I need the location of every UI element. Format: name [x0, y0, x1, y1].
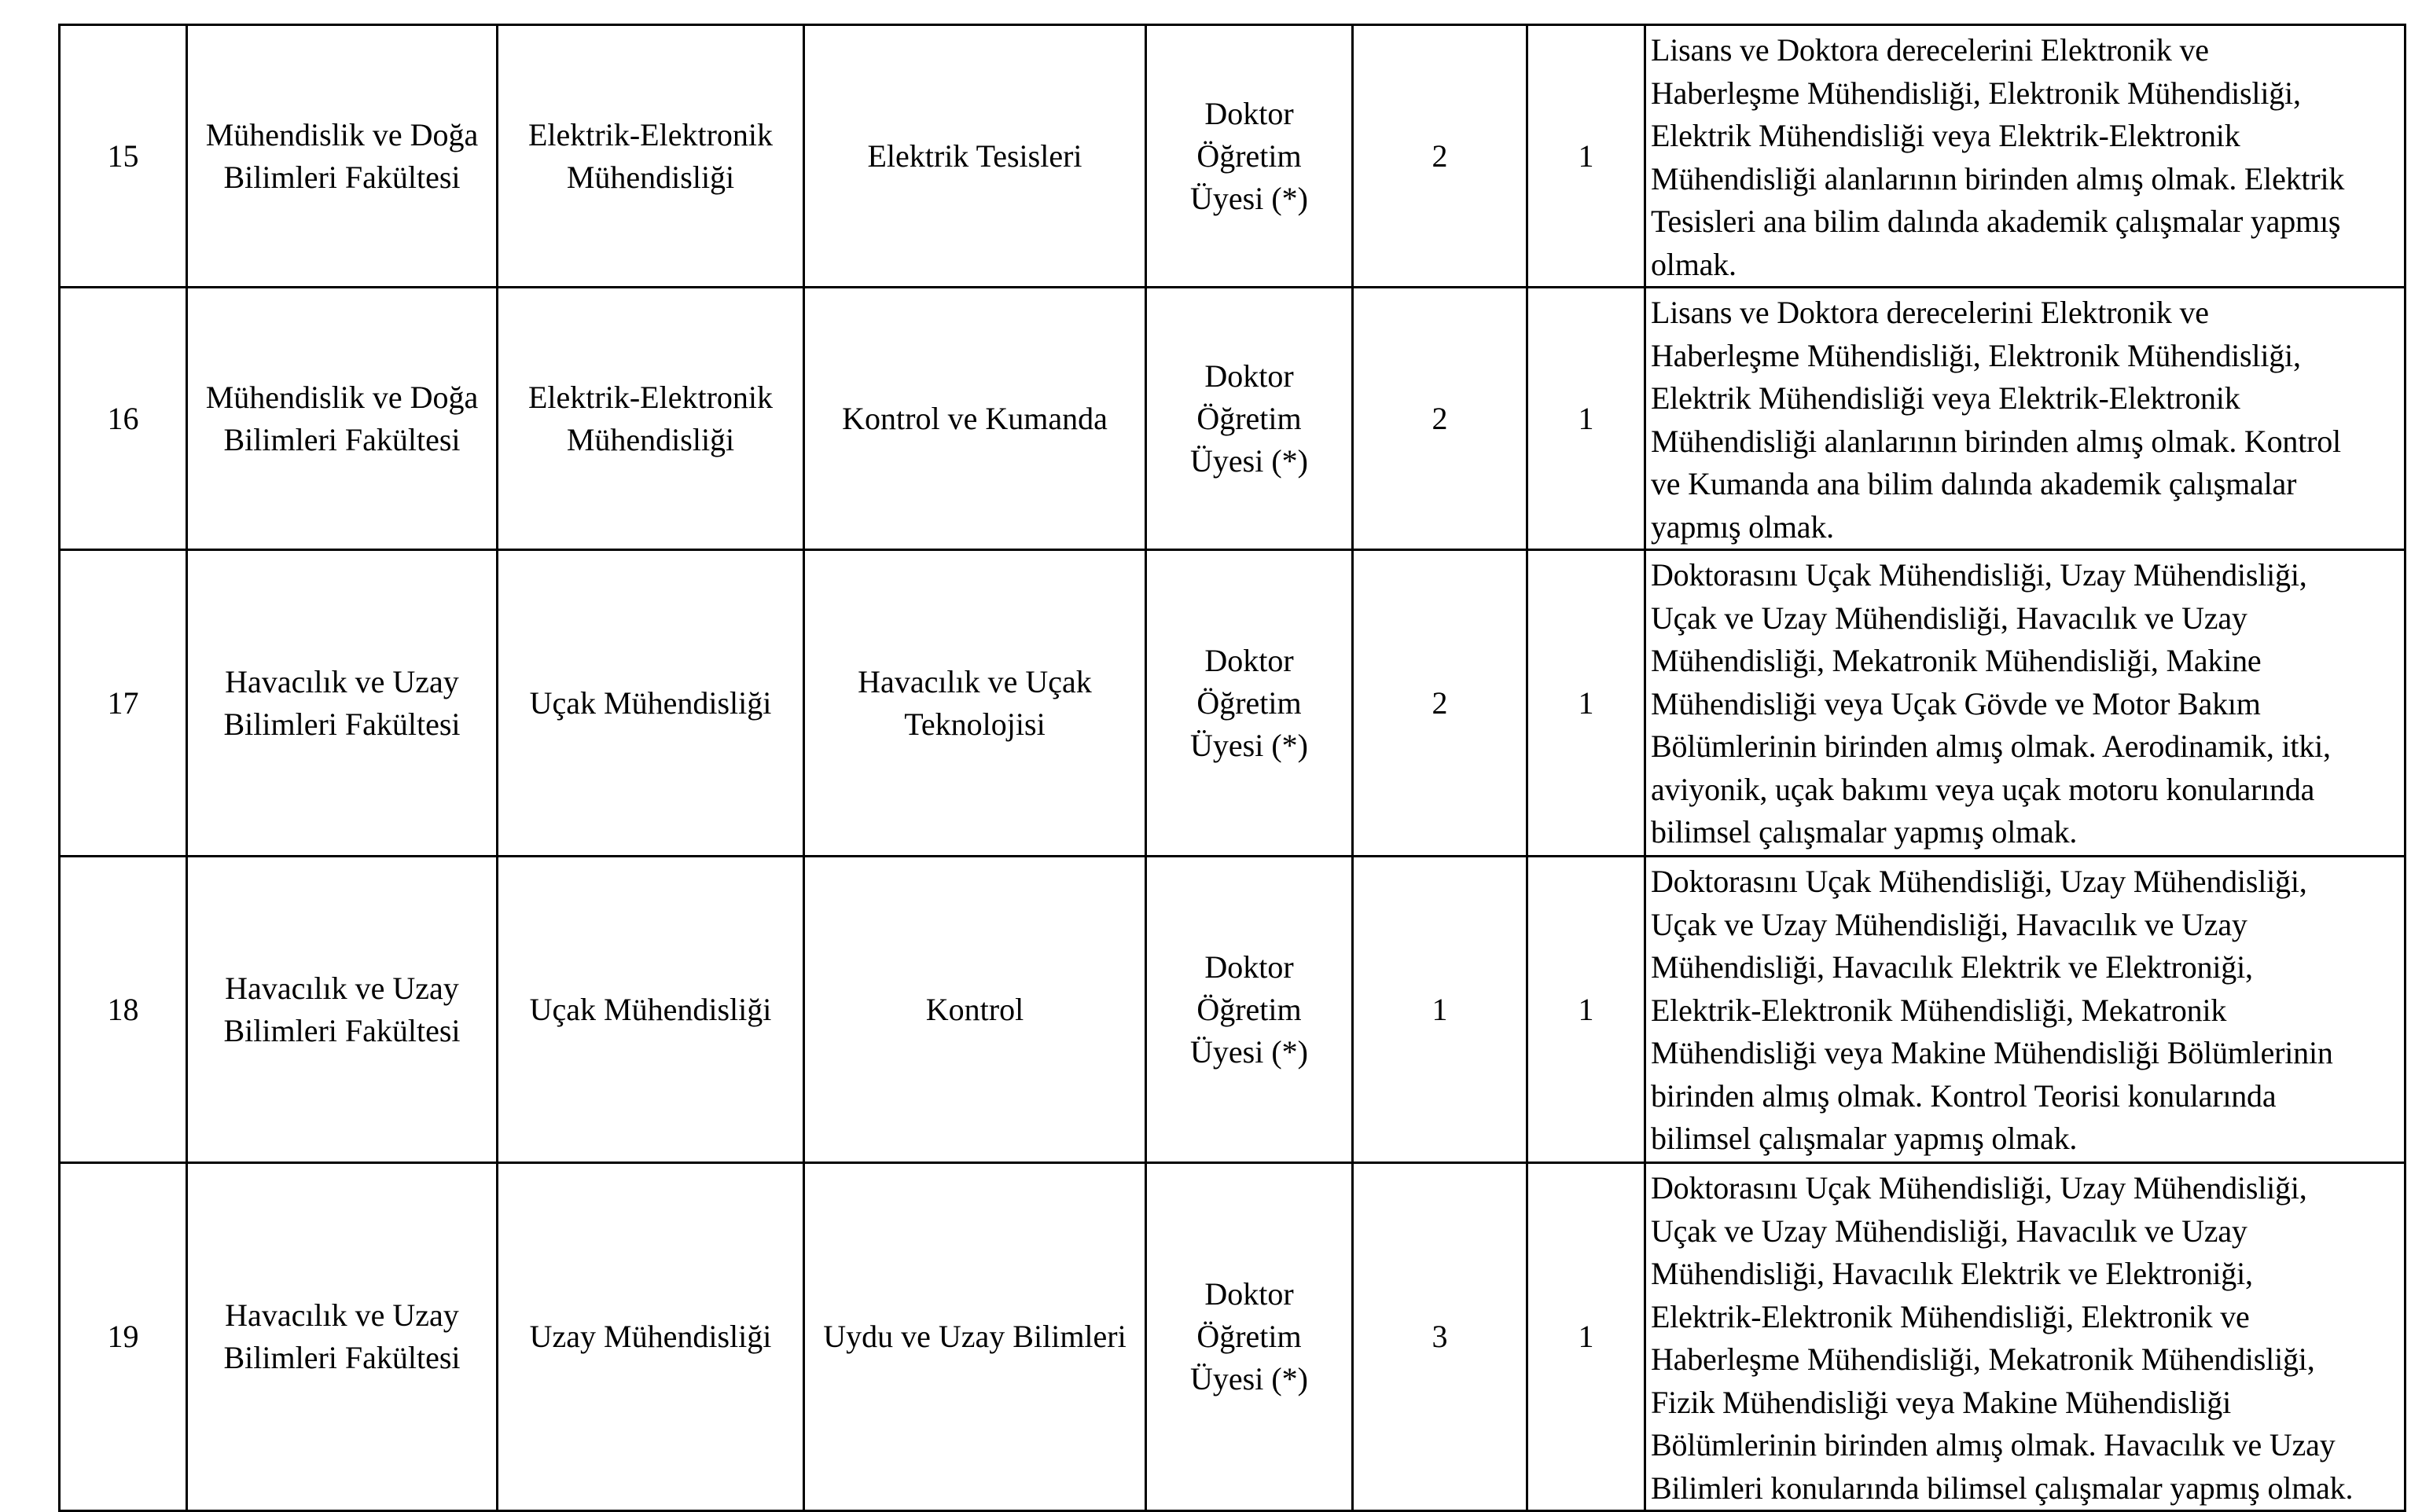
description-line: aviyonik, uçak bakımı veya uçak motoru konularında	[1651, 771, 2315, 807]
description-line: Elektrik Mühendisliği veya Elektrik-Elektronik	[1651, 118, 2240, 153]
quota-value: 3	[1432, 1319, 1448, 1354]
faculty-line: Havacılık ve Uzay	[225, 1297, 459, 1333]
table-row	[60, 1163, 2405, 1511]
title-line: Doktor	[1204, 949, 1294, 985]
field-cell	[804, 25, 1146, 288]
faculty-line: Bilimleri Fakültesi	[223, 1012, 461, 1048]
description-line: Elektrik-Elektronik Mühendisliği, Elektronik ve	[1651, 1298, 2250, 1334]
department-cell	[498, 1163, 804, 1511]
description-line: Uçak ve Uzay Mühendisliği, Havacılık ve Uzay	[1651, 1213, 2247, 1249]
quota-value: 2	[1432, 684, 1448, 721]
description-line: Mühendisliği, Havacılık Elektrik ve Elektroniği,	[1651, 949, 2253, 985]
description-line: Haberleşme Mühendisliği, Mekatronik Mühendisliği,	[1651, 1341, 2315, 1377]
description-line: Elektrik-Elektronik Mühendisliği, Mekatronik	[1651, 992, 2227, 1028]
title-line: Üyesi (*)	[1190, 1361, 1308, 1396]
table-row	[60, 25, 2405, 288]
title-line: Üyesi (*)	[1190, 180, 1308, 216]
quota-cell	[1353, 288, 1527, 550]
description-line: Lisans ve Doktora derecelerini Elektronik ve	[1651, 32, 2209, 68]
table-row	[60, 857, 2405, 1163]
department-cell	[498, 25, 804, 288]
title-line: Öğretim	[1196, 400, 1302, 436]
department-line: Mühendisliği	[566, 421, 735, 457]
description-line: Uçak ve Uzay Mühendisliği, Havacılık ve Uzay	[1651, 600, 2247, 636]
description-line: Doktorasını Uçak Mühendisliği, Uzay Mühendisliği,	[1651, 557, 2307, 593]
department-line: Uçak Mühendisliği	[529, 991, 772, 1027]
description-line: Fizik Mühendisliği veya Makine Mühendisliği	[1651, 1384, 2232, 1420]
description-cell	[1645, 1163, 2405, 1511]
field-cell	[804, 1163, 1146, 1511]
faculty-line: Bilimleri Fakültesi	[223, 706, 461, 742]
quota-cell	[1353, 550, 1527, 857]
faculty-line: Bilimleri Fakültesi	[223, 159, 461, 195]
row-number-value: 18	[107, 991, 139, 1027]
title-line: Üyesi (*)	[1190, 1033, 1308, 1070]
field-cell	[804, 550, 1146, 857]
count-cell	[1527, 1163, 1645, 1511]
description-line: olmak.	[1651, 246, 1737, 282]
count-value: 1	[1578, 138, 1594, 174]
count-cell	[1527, 25, 1645, 288]
description-line: Mühendisliği veya Makine Mühendisliği Bölümlerinin	[1651, 1035, 2333, 1070]
title-line: Doktor	[1204, 358, 1294, 394]
row-number-value: 16	[107, 400, 139, 436]
faculty-cell	[187, 288, 498, 550]
department-line: Elektrik-Elektronik	[527, 116, 773, 152]
description-line: Bilimleri konularında bilimsel çalışmalar yapmış olmak.	[1651, 1470, 2354, 1506]
faculty-line: Bilimleri Fakültesi	[223, 421, 461, 457]
description-line: Haberleşme Mühendisliği, Elektronik Mühendisliği,	[1651, 337, 2301, 373]
department-line: Uzay Mühendisliği	[529, 1319, 772, 1354]
title-line: Doktor	[1204, 642, 1294, 678]
description-line: Lisans ve Doktora derecelerini Elektronik ve	[1651, 295, 2209, 330]
faculty-cell	[187, 550, 498, 857]
row-number-cell	[60, 1163, 187, 1511]
positions-table	[58, 24, 2406, 1512]
count-cell	[1527, 857, 1645, 1163]
title-line: Öğretim	[1196, 991, 1302, 1027]
title-line: Öğretim	[1196, 684, 1302, 721]
faculty-cell	[187, 1163, 498, 1511]
faculty-line: Havacılık ve Uzay	[225, 970, 459, 1006]
faculty-line: Mühendislik ve Doğa	[205, 116, 479, 152]
count-cell	[1527, 288, 1645, 550]
title-cell	[1146, 857, 1353, 1163]
description-line: Elektrik Mühendisliği veya Elektrik-Elektronik	[1651, 380, 2240, 416]
department-cell	[498, 857, 804, 1163]
description-line: bilimsel çalışmalar yapmış olmak.	[1651, 1121, 2078, 1156]
faculty-line: Mühendislik ve Doğa	[205, 379, 479, 415]
field-cell	[804, 288, 1146, 550]
description-line: Bölümlerinin birinden almış olmak. Havacılık ve Uzay	[1651, 1427, 2336, 1462]
department-line: Elektrik-Elektronik	[527, 379, 773, 415]
description-cell	[1645, 288, 2405, 550]
department-cell	[498, 550, 804, 857]
row-number-value: 17	[107, 684, 139, 721]
department-line: Uçak Mühendisliği	[529, 684, 772, 721]
description-line: Uçak ve Uzay Mühendisliği, Havacılık ve Uzay	[1651, 906, 2247, 942]
title-cell	[1146, 1163, 1353, 1511]
row-number-cell	[60, 550, 187, 857]
description-line: bilimsel çalışmalar yapmış olmak.	[1651, 814, 2078, 850]
table-row	[60, 550, 2405, 857]
title-cell	[1146, 288, 1353, 550]
row-number-cell	[60, 857, 187, 1163]
quota-value: 1	[1432, 991, 1448, 1027]
department-cell	[498, 288, 804, 550]
title-cell	[1146, 25, 1353, 288]
faculty-cell	[187, 857, 498, 1163]
description-line: Mühendisliği alanlarının birinden almış olmak. Kontrol	[1651, 423, 2341, 459]
title-line: Doktor	[1204, 1276, 1294, 1312]
count-value: 1	[1578, 1319, 1594, 1354]
table-row	[60, 288, 2405, 550]
table-body	[60, 25, 2405, 1511]
description-line: Doktorasını Uçak Mühendisliği, Uzay Mühendisliği,	[1651, 1170, 2307, 1206]
description-line: Mühendisliği, Mekatronik Mühendisliği, Makine	[1651, 643, 2262, 678]
description-line: Doktorasını Uçak Mühendisliği, Uzay Mühendisliği,	[1651, 864, 2307, 899]
field-line: Havacılık ve Uçak	[858, 663, 1092, 699]
row-number-value: 15	[107, 138, 139, 174]
description-line: Bölümlerinin birinden almış olmak. Aerodinamik, itki,	[1651, 728, 2331, 764]
field-line: Kontrol	[925, 991, 1024, 1027]
description-line: Mühendisliği veya Uçak Gövde ve Motor Bakım	[1651, 685, 2261, 721]
description-cell	[1645, 25, 2405, 288]
title-line: Doktor	[1204, 95, 1294, 131]
row-number-cell	[60, 25, 187, 288]
field-line: Kontrol ve Kumanda	[842, 400, 1108, 436]
quota-cell	[1353, 857, 1527, 1163]
faculty-cell	[187, 25, 498, 288]
faculty-line: Havacılık ve Uzay	[225, 663, 459, 699]
field-line: Elektrik Tesisleri	[867, 138, 1082, 174]
count-value: 1	[1578, 684, 1594, 721]
title-line: Üyesi (*)	[1190, 727, 1308, 763]
quota-value: 2	[1432, 138, 1448, 174]
faculty-line: Bilimleri Fakültesi	[223, 1340, 461, 1375]
quota-cell	[1353, 1163, 1527, 1511]
description-line: Mühendisliği, Havacılık Elektrik ve Elektroniği,	[1651, 1256, 2253, 1291]
description-line: Mühendisliği alanlarının birinden almış olmak. Elektrik	[1651, 160, 2345, 196]
description-cell	[1645, 550, 2405, 857]
count-value: 1	[1578, 991, 1594, 1027]
description-line: birinden almış olmak. Kontrol Teorisi konularında	[1651, 1077, 2277, 1114]
description-line: Tesisleri ana bilim dalında akademik çalışmalar yapmış	[1651, 204, 2341, 239]
quota-value: 2	[1432, 400, 1448, 436]
row-number-cell	[60, 288, 187, 550]
description-cell	[1645, 857, 2405, 1163]
title-line: Üyesi (*)	[1190, 442, 1308, 479]
description-line: Haberleşme Mühendisliği, Elektronik Mühendisliği,	[1651, 75, 2301, 111]
title-line: Öğretim	[1196, 1319, 1302, 1354]
quota-cell	[1353, 25, 1527, 288]
title-cell	[1146, 550, 1353, 857]
department-line: Mühendisliği	[566, 159, 735, 195]
description-line: ve Kumanda ana bilim dalında akademik çalışmalar	[1651, 466, 2297, 501]
field-line: Uydu ve Uzay Bilimleri	[823, 1319, 1126, 1354]
title-line: Öğretim	[1196, 138, 1302, 174]
row-number-value: 19	[107, 1319, 139, 1354]
description-line: yapmış olmak.	[1651, 508, 1834, 545]
count-value: 1	[1578, 400, 1594, 436]
field-line: Teknolojisi	[904, 706, 1046, 742]
count-cell	[1527, 550, 1645, 857]
field-cell	[804, 857, 1146, 1163]
